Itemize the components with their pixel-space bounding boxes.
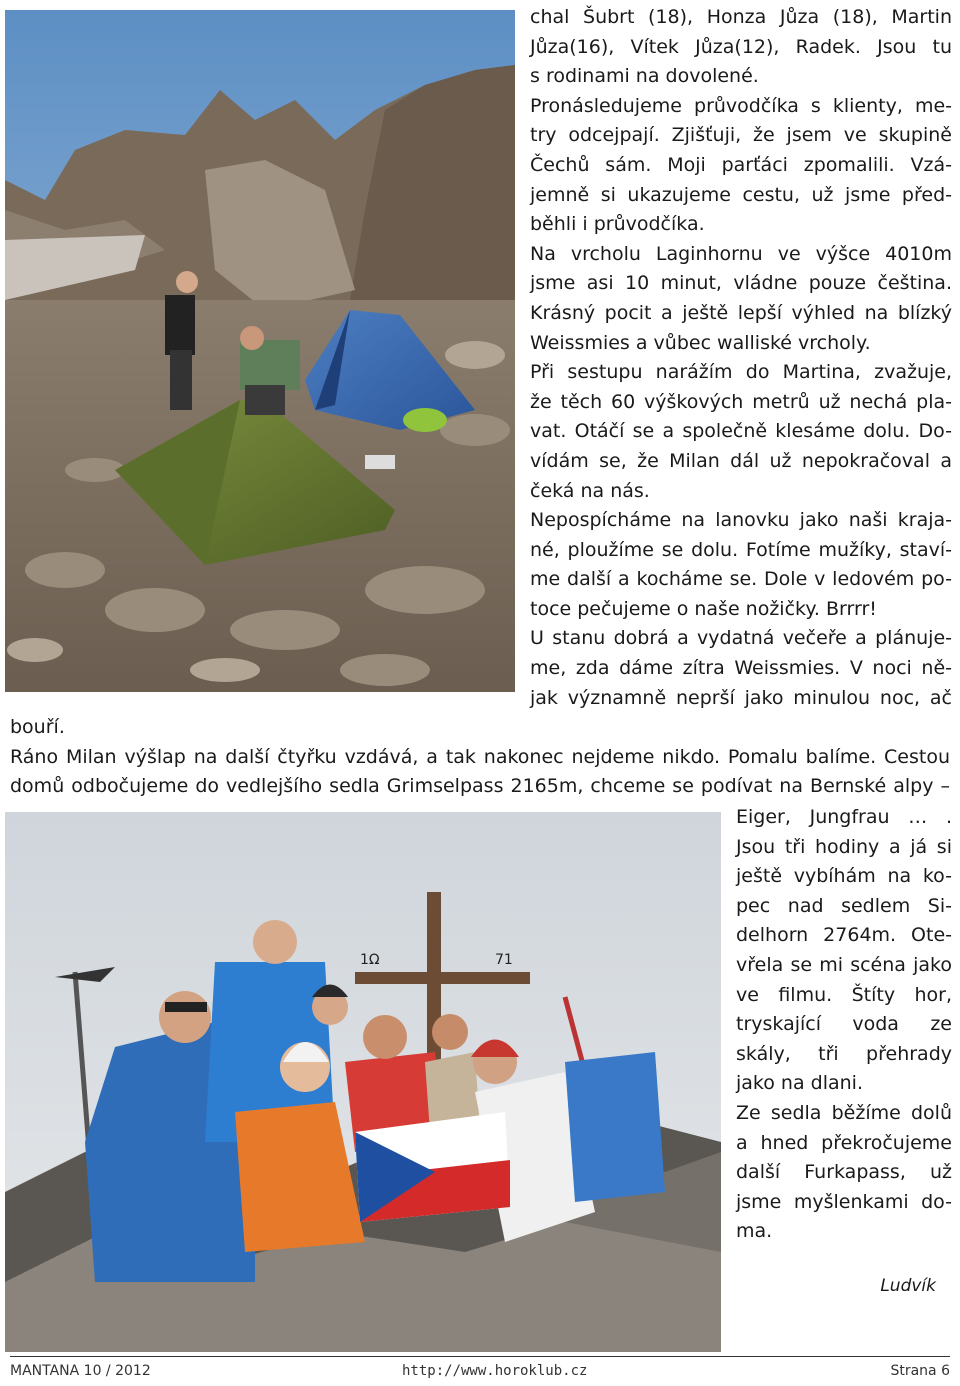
text-line: čeká na nás. [530,479,650,502]
page-footer [10,1356,950,1386]
footer-magazine-issue: MANTANA 10 / 2012 [10,1363,151,1379]
text-line: U stanu dobrá a vydatná večeře a plánuje- [530,627,952,650]
footer-website-link[interactable]: http://www.horoklub.cz [402,1363,588,1379]
text-line: Ráno Milan výšlap na další čtyřku vzdává, a tak nakonec nejdeme nikdo. Pomalu balíme. Cestou [10,745,950,768]
text-line: jsme myšlenkami do- [736,1190,952,1213]
author-signature: Ludvík [880,1276,936,1296]
text-line: Na vrcholu Laginhornu ve výšce 4010m [530,242,952,265]
text-line: jak významně neprší jako minulou noc, ač [530,686,952,709]
text-line: Jůza(16), Vítek Jůza(12), Radek. Jsou tu [530,35,952,58]
text-line: Čechů sám. Moji parťáci zpomalili. Vzá- [530,153,952,176]
article-column-top [530,3,952,713]
text-line: bouří. [10,716,65,738]
text-line: Pronásledujeme průvodčíka s klienty, me- [530,94,952,117]
cross-sign-left: 1Ω [360,952,380,968]
article-full-width-text [10,713,950,802]
text-line: Při sestupu narážím do Martina, zvažuje, [530,361,952,384]
text-line: vřela se mi scéna jako [736,953,952,976]
text-line: ještě vybíhám na ko- [736,865,952,888]
text-line: s rodinami na dovolené. [530,65,759,88]
photo-camp-tents [5,10,515,692]
text-line: ve filmu. Štíty hor, [736,983,952,1006]
text-line: ma. [736,1220,773,1243]
text-line: Jsou tři hodiny a já si [736,835,952,858]
text-line: Ze sedla běžíme dolů [736,1101,952,1124]
text-line: chal Šubrt (18), Honza Jůza (18), Martin [530,6,952,28]
text-line: vat. Otáčí se a společně klesáme dolu. Do- [530,420,952,443]
text-line: vídám se, že Milan dál už nepokračoval a [530,449,952,472]
text-line: try odcejpají. Zjišťuji, že jsem ve skupině [530,124,952,147]
text-line: běhli i průvodčíka. [530,213,705,236]
text-line: toce pečujeme o naše nožičky. Brrrr! [530,597,877,620]
text-line: že těch 60 výškových metrů už nechá pla- [530,390,952,413]
text-line: skály, tři přehrady [736,1042,952,1065]
text-line: jemně si ukazujeme cestu, už jsme před- [530,183,952,206]
cross-sign-right: 71 [495,952,513,968]
text-line: me další a kocháme se. Dole v ledovém po- [530,568,952,591]
text-line: Eiger, Jungfrau … . [736,806,952,828]
text-line: Weissmies a vůbec walliské vrcholy. [530,331,871,354]
text-line: domů odbočujeme do vedlejšího sedla Grimselpass 2165m, chceme se podívat na Bernské alpy – [10,775,950,798]
text-line: Krásný pocit a ještě lepší výhled na blízký [530,301,952,324]
footer-page-number: Strana 6 [890,1363,950,1379]
text-line: me, zda dáme zítra Weissmies. V noci ně- [530,657,952,680]
text-line: delhorn 2764m. Ote- [736,924,952,947]
text-line: pec nad sedlem Si- [736,894,952,917]
text-line: né, ploužíme se dolu. Fotíme mužíky, staví- [530,538,952,561]
text-line: a hned překročujeme [736,1131,952,1154]
text-line: Nepospícháme na lanovku jako naši kraja- [530,509,952,532]
text-line: jsme asi 10 minut, vládne pouze čeština. [530,272,952,295]
article-column-bottom [736,803,952,1247]
photo-summit-group [5,812,721,1352]
text-line: jako na dlani. [736,1072,863,1095]
text-line: tryskající voda ze [736,1013,952,1036]
text-line: další Furkapass, už [736,1161,952,1184]
